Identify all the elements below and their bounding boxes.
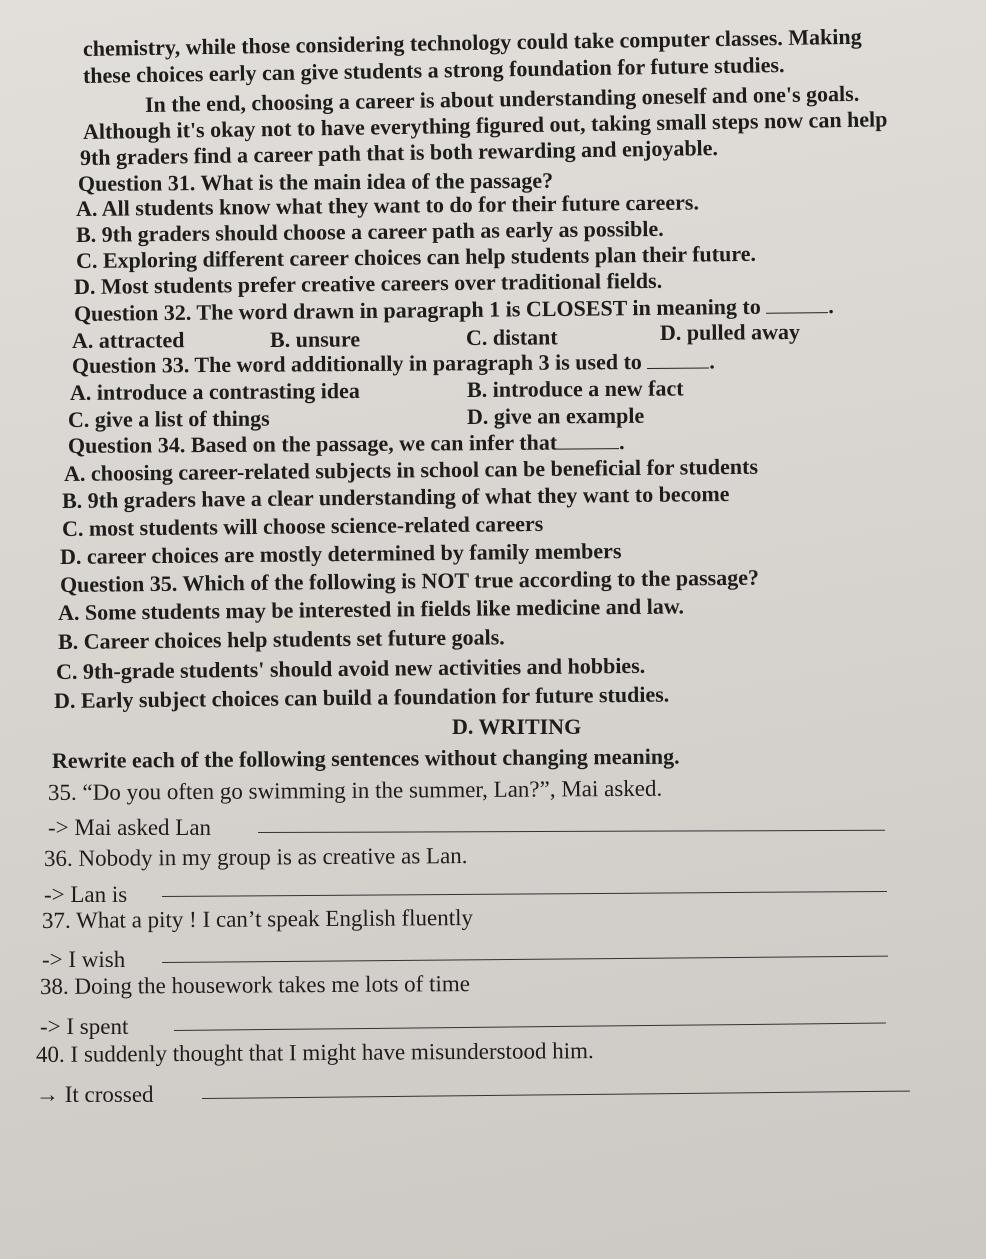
passage-line: In the end, choosing a career is about understanding oneself and one's goals.: [144, 80, 860, 117]
answer-option[interactable]: B. 9th graders should choose a career path as early as possible.: [75, 215, 664, 247]
answer-option[interactable]: A. All students know what they want to do for their future careers.: [75, 189, 700, 221]
writing-instruction: Rewrite each of the following sentences without changing meaning.: [51, 743, 680, 773]
answer-line[interactable]: [162, 956, 888, 963]
writing-lead: -> I wish: [42, 947, 126, 972]
answer-option[interactable]: A. attracted: [71, 327, 185, 353]
answer-option[interactable]: A. introduce a contrasting idea: [69, 377, 360, 405]
answer-option[interactable]: C. distant: [465, 324, 558, 350]
passage-line: 9th graders find a career path that is both rewarding and enjoyable.: [79, 134, 719, 170]
answer-option[interactable]: C. most students will choose science-related careers: [61, 510, 544, 541]
answer-option[interactable]: D. Most students prefer creative careers over traditional fields.: [73, 267, 663, 299]
answer-blank[interactable]: [766, 296, 828, 314]
passage-line: Although it's okay not to have everything figured out, taking small steps now can help: [82, 106, 888, 144]
writing-lead: → It crossed: [36, 1082, 154, 1107]
writing-lead: -> I spent: [40, 1014, 129, 1039]
writing-prompt: 40. I suddenly thought that I might have misunderstood him.: [35, 1038, 594, 1067]
answer-option[interactable]: B. unsure: [269, 326, 361, 352]
answer-option[interactable]: D. Early subject choices can build a foundation for future studies.: [53, 681, 670, 713]
passage-line: chemistry, while those considering technology could take computer classes. Making: [82, 23, 862, 61]
answer-line[interactable]: [202, 1091, 910, 1099]
answer-option[interactable]: A. choosing career-related subjects in school can be beneficial for students: [63, 453, 759, 486]
question-stem: Question 31. What is the main idea of the passage?: [77, 167, 554, 196]
answer-line[interactable]: [174, 1023, 886, 1031]
answer-option[interactable]: D. career choices are mostly determined by family members: [59, 538, 622, 569]
writing-prompt: 36. Nobody in my group is as creative as Lan.: [43, 843, 468, 871]
answer-option[interactable]: D. pulled away: [659, 319, 801, 345]
section-heading: D. WRITING: [452, 714, 582, 739]
answer-option[interactable]: B. Career choices help students set future goals.: [57, 624, 505, 654]
answer-option[interactable]: A. Some students may be interested in fields like medicine and law.: [57, 593, 685, 625]
answer-blank[interactable]: [557, 432, 619, 449]
question-stem: Question 33. The word additionally in paragraph 3 is used to .: [71, 348, 715, 378]
answer-line[interactable]: [162, 891, 887, 897]
writing-lead: -> Lan is: [44, 882, 128, 907]
writing-prompt: 35. “Do you often go swimming in the summer, Lan?”, Mai asked.: [47, 775, 663, 805]
question-stem: Question 32. The word drawn in paragraph 1 is CLOSEST in meaning to .: [73, 293, 834, 326]
question-stem: Question 35. Which of the following is NOT true according to the passage?: [59, 564, 760, 597]
answer-option[interactable]: C. Exploring different career choices can help students plan their future.: [75, 240, 757, 273]
answer-option[interactable]: C. give a list of things: [67, 405, 270, 432]
answer-option[interactable]: C. 9th-grade students' should avoid new activities and hobbies.: [55, 652, 646, 684]
answer-option[interactable]: B. 9th graders have a clear understanding of what they want to become: [61, 481, 730, 513]
writing-prompt: 38. Doing the housework takes me lots of time: [39, 970, 470, 999]
writing-prompt: 37. What a pity ! I can’t speak English fluently: [41, 904, 474, 933]
passage-line: these choices early can give students a strong foundation for future studies.: [82, 51, 785, 88]
question-stem: Question 34. Based on the passage, we can infer that .: [67, 429, 625, 458]
answer-line[interactable]: [258, 830, 885, 833]
answer-blank[interactable]: [647, 352, 709, 369]
writing-lead: -> Mai asked Lan: [48, 815, 212, 840]
answer-option[interactable]: B. introduce a new fact: [466, 375, 684, 402]
answer-option[interactable]: D. give an example: [466, 402, 645, 429]
